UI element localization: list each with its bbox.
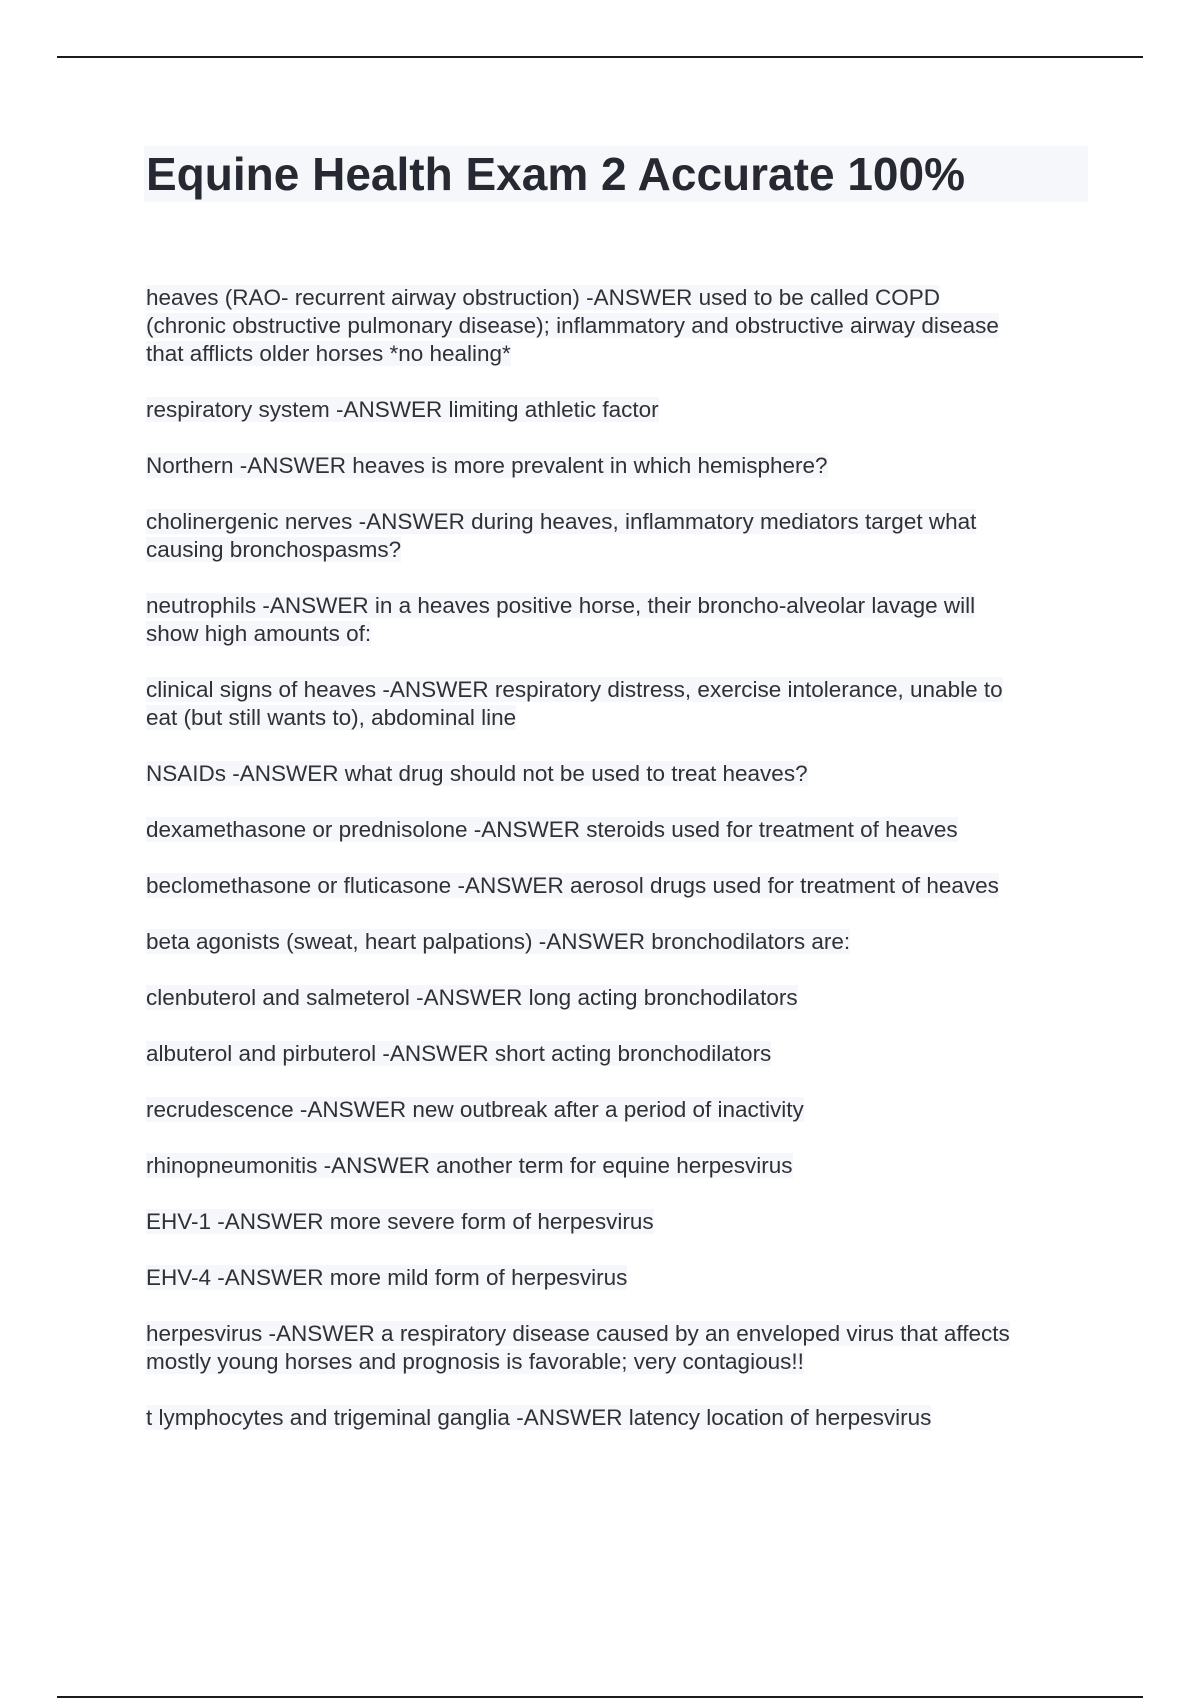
qa-line-text: neutrophils -ANSWER in a heaves positive horse, their broncho-alveolar lavage will <box>146 593 976 618</box>
qa-line <box>146 592 1096 620</box>
qa-line <box>146 816 1096 844</box>
qa-line-text: recrudescence -ANSWER new outbreak after a period of inactivity <box>146 1097 804 1122</box>
qa-item <box>146 284 1096 368</box>
qa-item <box>146 1404 1096 1432</box>
qa-line-text: that afflicts older horses *no healing* <box>146 341 511 366</box>
qa-line <box>146 508 1096 536</box>
qa-line-text: rhinopneumonitis -ANSWER another term for equine herpesvirus <box>146 1153 793 1178</box>
qa-line <box>146 1096 1096 1124</box>
qa-line <box>146 1152 1096 1180</box>
qa-line-text: heaves (RAO- recurrent airway obstruction) -ANSWER used to be called COPD <box>146 285 941 310</box>
qa-item <box>146 396 1096 424</box>
qa-item <box>146 1320 1096 1376</box>
qa-item <box>146 872 1096 900</box>
qa-line-text: albuterol and pirbuterol -ANSWER short acting bronchodilators <box>146 1041 772 1066</box>
qa-line-text: clenbuterol and salmeterol -ANSWER long acting bronchodilators <box>146 985 798 1010</box>
qa-line-text: t lymphocytes and trigeminal ganglia -ANSWER latency location of herpesvirus <box>146 1405 932 1430</box>
qa-line <box>146 984 1096 1012</box>
qa-item <box>146 452 1096 480</box>
qa-item <box>146 1208 1096 1236</box>
qa-line-text: NSAIDs -ANSWER what drug should not be used to treat heaves? <box>146 761 808 786</box>
qa-line-text: respiratory system -ANSWER limiting athletic factor <box>146 397 659 422</box>
qa-item <box>146 592 1096 648</box>
qa-line-text: eat (but still wants to), abdominal line <box>146 705 517 730</box>
qa-line <box>146 704 1096 732</box>
qa-item <box>146 1096 1096 1124</box>
qa-line <box>146 1264 1096 1292</box>
qa-line-text: herpesvirus -ANSWER a respiratory disease caused by an enveloped virus that affects <box>146 1321 1010 1346</box>
qa-line <box>146 1040 1096 1068</box>
qa-line-text: beclomethasone or fluticasone -ANSWER aerosol drugs used for treatment of heaves <box>146 873 999 898</box>
qa-line-text: EHV-1 -ANSWER more severe form of herpesvirus <box>146 1209 654 1234</box>
qa-item <box>146 676 1096 732</box>
qa-item <box>146 508 1096 564</box>
qa-item <box>146 816 1096 844</box>
qa-line-text: clinical signs of heaves -ANSWER respiratory distress, exercise intolerance, unable to <box>146 677 1003 702</box>
qa-item <box>146 928 1096 956</box>
qa-line <box>146 312 1096 340</box>
qa-line <box>146 340 1096 368</box>
top-divider <box>57 56 1143 58</box>
qa-line-text: beta agonists (sweat, heart palpations) -ANSWER bronchodilators are: <box>146 929 851 954</box>
qa-line <box>146 760 1096 788</box>
qa-line-text: show high amounts of: <box>146 621 372 646</box>
qa-line <box>146 536 1096 564</box>
qa-line-text: dexamethasone or prednisolone -ANSWER steroids used for treatment of heaves <box>146 817 958 842</box>
qa-line-text: mostly young horses and prognosis is favorable; very contagious!! <box>146 1349 804 1374</box>
bottom-divider <box>57 1696 1143 1698</box>
qa-line <box>146 872 1096 900</box>
qa-line-text: (chronic obstructive pulmonary disease); inflammatory and obstructive airway disease <box>146 313 999 338</box>
qa-line <box>146 1404 1096 1432</box>
qa-item <box>146 1040 1096 1068</box>
qa-line <box>146 1208 1096 1236</box>
qa-line <box>146 452 1096 480</box>
qa-line-text: cholinergenic nerves -ANSWER during heaves, inflammatory mediators target what <box>146 509 977 534</box>
qa-line <box>146 928 1096 956</box>
qa-line-text: EHV-4 -ANSWER more mild form of herpesvirus <box>146 1265 628 1290</box>
qa-line <box>146 620 1096 648</box>
qa-line <box>146 396 1096 424</box>
qa-line-text: Northern -ANSWER heaves is more prevalent in which hemisphere? <box>146 453 828 478</box>
qa-line <box>146 1348 1096 1376</box>
qa-list <box>146 284 1096 1460</box>
qa-item <box>146 984 1096 1012</box>
qa-line <box>146 676 1096 704</box>
qa-line-text: causing bronchospasms? <box>146 537 402 562</box>
document-title: Equine Health Exam 2 Accurate 100% <box>146 148 965 200</box>
qa-item <box>146 1152 1096 1180</box>
qa-item <box>146 760 1096 788</box>
qa-line <box>146 284 1096 312</box>
qa-line <box>146 1320 1096 1348</box>
qa-item <box>146 1264 1096 1292</box>
